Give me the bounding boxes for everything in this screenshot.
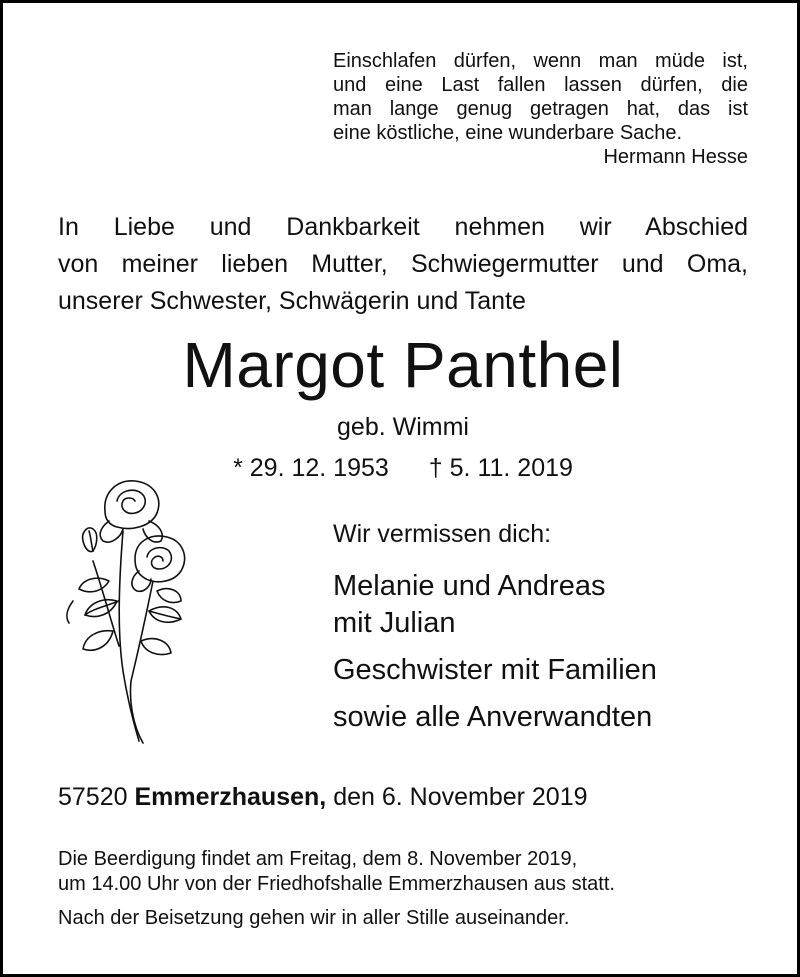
postcode: 57520 [58,783,128,811]
quote-line: und eine Last fallen lassen dürfen, die [333,74,748,96]
miss-you-text: Wir vermissen dich: [333,520,552,548]
funeral-info [58,847,615,940]
funeral-line: Die Beerdigung findet am Freitag, dem 8. November 2019, [58,848,578,870]
place-and-date [58,780,588,814]
intro-line: In Liebe und Dankbarkeit nehmen wir Abschied [58,213,748,241]
intro-line: unserer Schwester, Schwägerin und Tante [58,287,526,315]
deceased-name: Margot Panthel [182,329,624,401]
place-name: Emmerzhausen, [134,783,327,811]
quote-author: Hermann Hesse [603,146,748,168]
mourner-group [333,568,657,642]
funeral-line: um 14.00 Uhr von der Friedhofshalle Emmerzhausen aus statt. [58,873,615,895]
mourner-group [333,652,657,689]
quote-line: man lange genug getragen hat, das ist [333,98,748,120]
death-date: † 5. 11. 2019 [428,454,573,482]
maiden-name: geb. Wimmi [337,413,469,441]
mourner-group [333,699,657,736]
notice-date: den 6. November 2019 [333,783,588,811]
mourner-line: sowie alle Anverwandten [333,701,653,733]
funeral-line: Nach der Beisetzung gehen wir in aller Stille auseinander. [58,907,570,929]
quote-line: Einschlafen dürfen, wenn man müde ist, [333,50,748,72]
mourners-list [333,568,657,746]
birth-date: * 29. 12. 1953 [233,454,389,482]
mourner-line: Geschwister mit Familien [333,654,657,686]
mourner-line: Melanie und Andreas [333,570,606,602]
roses-drawing-icon [53,471,203,751]
mourner-line: mit Julian [333,607,456,639]
farewell-intro [58,209,748,320]
funeral-details [58,847,615,897]
intro-line: von meiner lieben Mutter, Schwiegermutter und Oma, [58,250,748,278]
quote-line: eine köstliche, eine wunderbare Sache. [333,122,683,144]
hesse-quote [333,49,748,169]
